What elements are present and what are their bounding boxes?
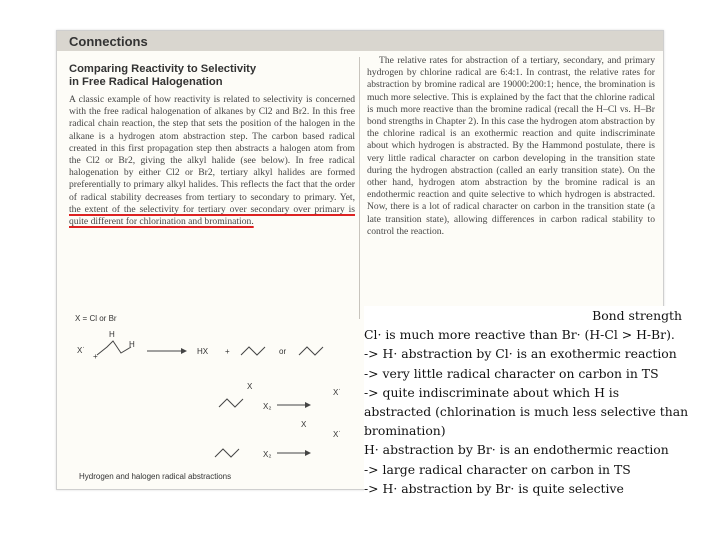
title-line: in Free Radical Halogenation	[69, 76, 223, 88]
note-line: -> H· abstraction by Br· is quite selective	[364, 480, 624, 496]
x-definition: X = Cl or Br	[75, 314, 117, 323]
arrow-head	[305, 402, 311, 408]
x-radical-label: X˙	[333, 388, 341, 397]
hx-label: HX	[197, 347, 209, 356]
radical-skeleton	[299, 347, 323, 355]
x2-label: X₂	[263, 450, 272, 459]
note-heading: Bond strength	[592, 308, 682, 323]
h-label: H	[129, 340, 135, 349]
x-label: X	[247, 382, 253, 391]
column-divider	[359, 57, 360, 319]
plus-sign: +	[93, 352, 98, 361]
note-line: -> very little radical character on carbon in TS	[364, 365, 659, 381]
left-column	[69, 63, 355, 228]
left-paragraph-text: A classic example of how reactivity is related to selectivity is concerned with the free radical halogenation of alkanes by Cl2 and Br2. In this free radical chain reaction, the step that sets the position of the halogen in the alkane is a hydrogen atom abstraction step. The carbon based radical created in this first propagation step then abstracts a halogen atom from the Cl2 or Br2, giving the alkyl halide (see below). In free radical halogenation by either Cl2 or Br2, tertiary alkyl halides are formed preferentially to primary alkyl halides. This reflects the fact that the order of radical stability decreases from tertiary to secondary to primary. Yet,	[69, 94, 355, 203]
plus-sign: +	[225, 347, 230, 356]
x2-label: X₂	[263, 402, 272, 411]
right-column	[367, 55, 655, 238]
alkane-skeleton	[97, 341, 131, 355]
right-paragraph: The relative rates for abstraction of a tertiary, secondary, and primary hydrogen by chlorine radical are 6:4:1. In contrast, the relative rates for abstraction by bromine radical are 19000:200:1; hence, the bromination is much more selective. This is explained by the fact that the chlorine radical is much more reactive than the bromine radical (recall the H–Cl vs. H–Br bond strengths in Chapter 2). In this case the hydrogen atom abstraction by the chlorine radical is an exothermic reaction and quite indiscriminate about which hydrogen is abstracted. By the Hammond postulate, there is very little radical character on carbon developing in the transition state during the hydrogen abstraction (called an early transition state). On the other hand, hydrogen atom abstraction by the bromine radical is an endothermic reaction and quite selective to which hydrogen is abstracted. Now, there is a lot of radical character on carbon in the transition state (a late transition state), allowing differences in carbon radical stability to control the reaction.	[367, 55, 656, 237]
reaction-diagram	[69, 311, 355, 481]
note-line: H· abstraction by Br· is an endothermic reaction	[364, 442, 669, 458]
reaction-scheme-svg	[69, 311, 355, 481]
x-label: X	[301, 420, 307, 429]
or-label: or	[279, 347, 287, 356]
title-line: Comparing Reactivity to Selectivity	[69, 63, 257, 75]
radical-skeleton	[219, 399, 243, 407]
diagram-caption: Hydrogen and halogen radical abstractions	[79, 472, 232, 481]
radical-skeleton	[241, 347, 265, 355]
arrow-head	[181, 348, 187, 354]
note-line: Cl· is much more reactive than Br· (H-Cl > H-Br).	[364, 327, 675, 343]
note-line: -> quite indiscriminate about which H is	[364, 384, 620, 400]
underlined-sentence: the extent of the selectivity for tertiary over secondary over primary is quite different for chlorination and bromination.	[69, 203, 355, 228]
note-line: -> H· abstraction by Cl· is an exothermic reaction	[364, 346, 677, 362]
article-title	[69, 63, 355, 89]
note-line: -> large radical character on carbon in TS	[364, 461, 631, 477]
section-header	[57, 31, 663, 51]
h-label: H	[109, 330, 115, 339]
section-header-label: Connections	[69, 34, 148, 49]
x-radical-label: X˙	[333, 430, 341, 439]
note-line: abstracted (chlorination is much less selective than	[364, 404, 689, 420]
x-radical-label: X˙	[77, 346, 85, 355]
annotation-note	[364, 306, 712, 498]
radical-skeleton	[215, 449, 239, 457]
note-line: bromination)	[364, 423, 446, 439]
left-paragraph	[69, 94, 355, 228]
arrow-head	[305, 450, 311, 456]
